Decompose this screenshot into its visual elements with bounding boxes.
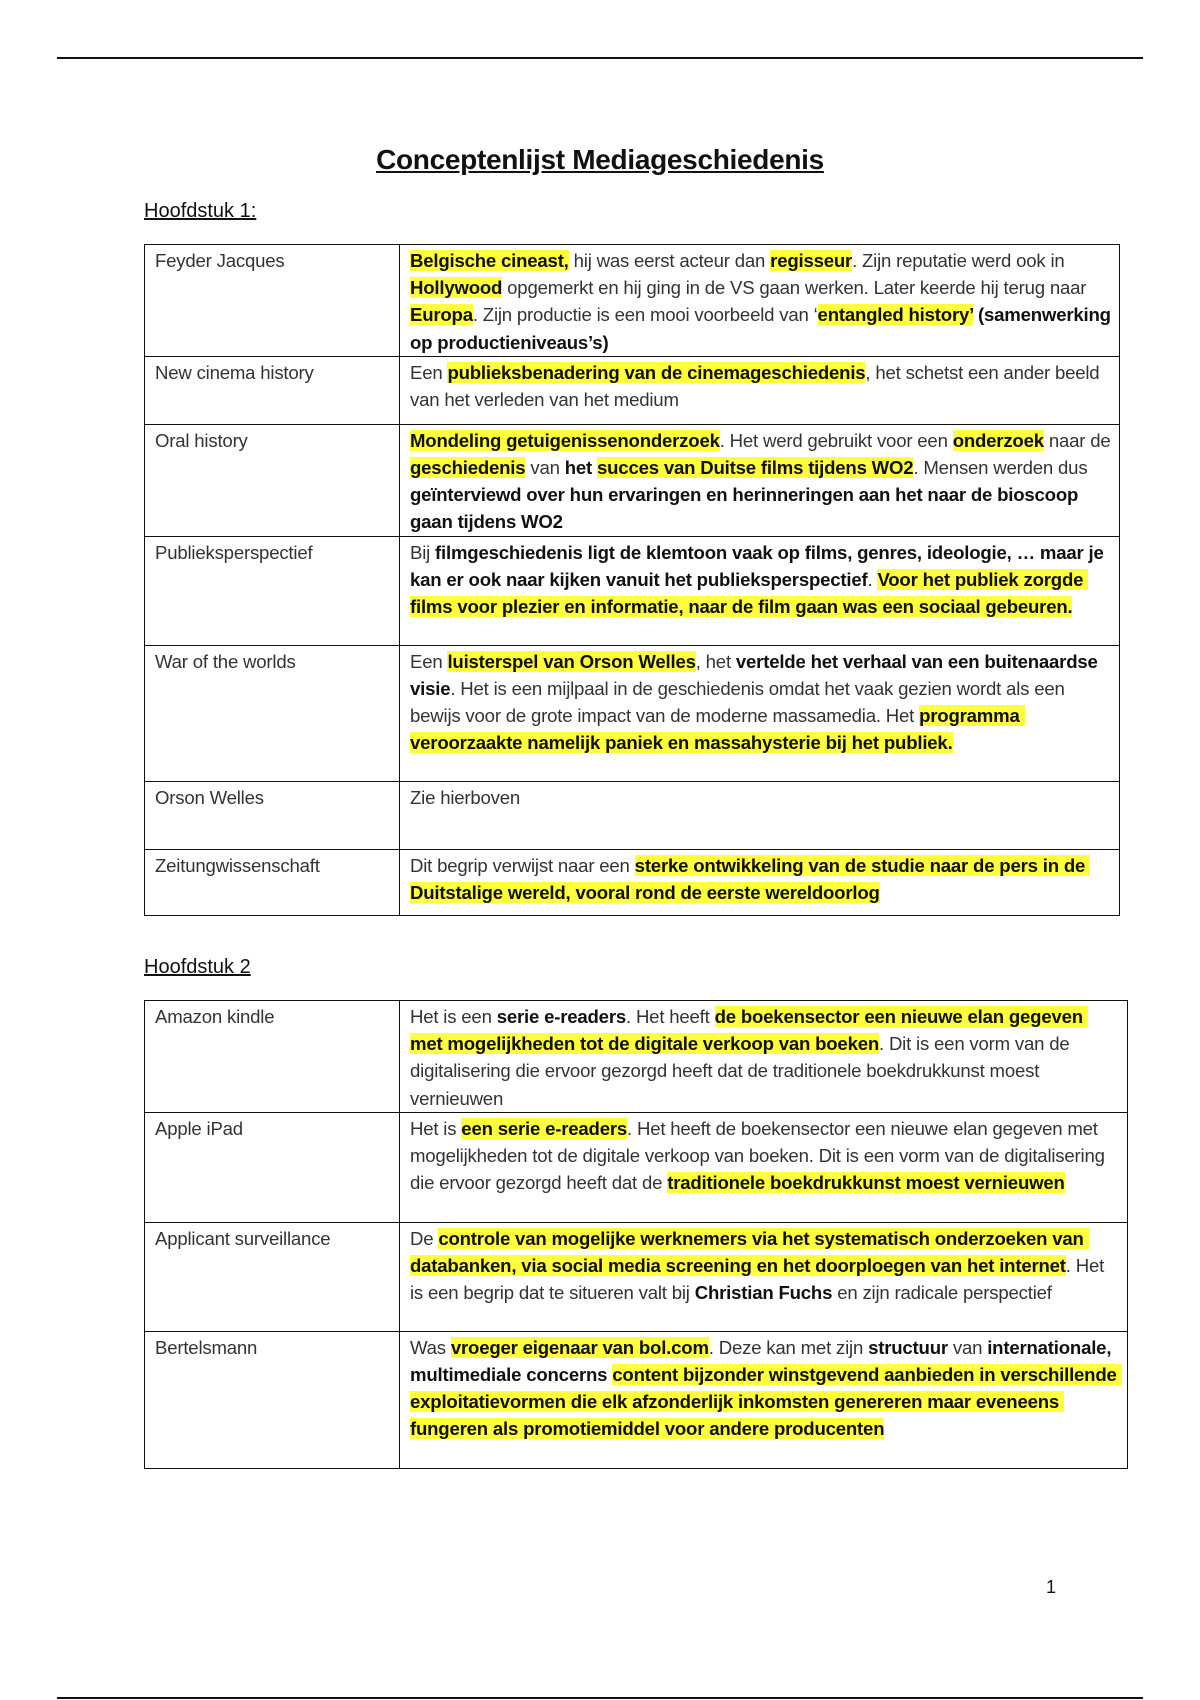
concept-term: War of the worlds <box>145 645 400 781</box>
concept-term: Zeitungwissenschaft <box>145 849 400 915</box>
top-rule <box>57 57 1143 59</box>
chapter-heading-2: Hoofdstuk 2 <box>144 956 251 978</box>
definition-text: , het schetst een ander beeld van het verleden van het medium <box>410 361 1105 411</box>
highlighted-text: een serie e-readers <box>461 1117 628 1139</box>
page-title: Conceptenlijst Mediageschiedenis <box>376 144 824 175</box>
bold-text: internationale, multimediale concerns <box>410 1336 1117 1386</box>
concept-definition <box>400 1222 1128 1331</box>
table-row <box>145 1001 1128 1113</box>
highlighted-text: Europa <box>410 304 473 326</box>
definition-text: . Deze kan met zijn <box>708 1336 869 1358</box>
highlighted-text: Mondeling getuigenissenonderzoek <box>410 429 720 451</box>
bold-text: (samenwerking op productieniveaus’s) <box>410 304 1116 353</box>
concept-term: Publieksperspectief <box>145 536 400 645</box>
definition-text: van <box>525 457 565 479</box>
definition-text: en zijn radicale perspectief <box>832 1282 1052 1304</box>
concept-definition <box>400 645 1120 781</box>
highlighted-text: entangled history’ <box>817 304 974 326</box>
definition-text: . Zijn reputatie werd ook in <box>852 250 1070 271</box>
concept-definition <box>400 424 1120 536</box>
page-number: 1 <box>1046 1577 1057 1597</box>
definition-text: . Het werd gebruikt voor een <box>719 429 953 451</box>
table-row <box>145 849 1120 915</box>
definition-text: . Het is een begrip dat te situeren valt bij <box>410 1255 1115 1304</box>
bold-text: filmgeschiedenis ligt de klemtoon vaak op films, genres, ideologie, … maar je kan er ook naar kijken vanuit het publieksperspectief <box>410 541 1109 590</box>
definition-text: De <box>410 1227 439 1249</box>
bold-text: serie e-readers <box>496 1006 627 1027</box>
table-row <box>145 781 1120 849</box>
definition-text: Het is een <box>410 1006 497 1027</box>
definition-text: . <box>867 568 878 590</box>
bold-text: geïnterviewd over hun ervaringen en herinneringen aan het naar de bioscoop gaan tijdens WO2 <box>410 484 1084 533</box>
table-row <box>145 1222 1128 1331</box>
highlighted-text: succes van Duitse films tijdens WO2 <box>597 457 914 479</box>
definition-text: Zie hierboven <box>410 786 521 808</box>
table-row <box>145 645 1120 781</box>
highlighted-text: controle van mogelijke werknemers via het systematisch onderzoeken van databanken, via social media screening en het doorploegen van het internet <box>410 1227 1089 1277</box>
highlighted-text: sterke ontwikkeling van de studie naar de pers in de Duitstalige wereld, vooral rond de eerste wereldoorlog <box>410 854 1091 903</box>
concept-term: Orson Welles <box>145 781 400 849</box>
definition-text: Een <box>410 650 448 672</box>
concept-definition <box>400 781 1120 849</box>
definition-text: Was <box>410 1336 451 1358</box>
concept-definition <box>400 356 1120 424</box>
definition-text: . Dit is een vorm van de digitalisering die ervoor gezorgd heeft dat de traditionele boekdrukkunst moest vernieuwen <box>410 1033 1075 1109</box>
table-row <box>145 245 1120 357</box>
highlighted-text: regisseur <box>770 250 853 271</box>
definition-text: . Het heeft <box>626 1006 715 1027</box>
highlighted-text: onderzoek <box>952 429 1044 451</box>
bottom-rule <box>57 1697 1143 1699</box>
bold-text: vertelde het verhaal van een buitenaardse visie <box>410 650 1103 699</box>
highlighted-text: luisterspel van Orson Welles <box>447 650 696 672</box>
concept-definition <box>400 1112 1128 1222</box>
highlighted-text: programma veroorzaakte namelijk paniek en massahysterie bij het publiek. <box>410 705 1025 754</box>
definition-text: Bij <box>410 541 436 563</box>
highlighted-text: content bijzonder winstgevend aanbieden in verschillende exploitatievormen die elk afzonderlijk inkomsten genereren maar eveneens fungeren als promotiemiddel voor andere producenten <box>410 1364 1122 1440</box>
concept-definition <box>400 1001 1128 1113</box>
concept-definition <box>400 849 1120 915</box>
definition-text: . Zijn productie is een mooi voorbeeld van ‘ <box>472 304 818 326</box>
concept-table-1 <box>144 244 1120 916</box>
definition-text: . Het is een mijlpaal in de geschiedenis omdat het vaak gezien wordt als een bewijs voor de grote impact van de moderne massamedia. Het <box>410 677 1070 727</box>
highlighted-text: Hollywood <box>410 277 503 299</box>
chapter-heading-1: Hoofdstuk 1: <box>144 200 257 222</box>
highlighted-text: publieksbenadering van de cinemageschiedenis <box>447 361 866 383</box>
definition-text: naar de <box>1043 429 1116 451</box>
concept-definition <box>400 245 1120 357</box>
table-row <box>145 1112 1128 1222</box>
highlighted-text: de boekensector een nieuwe elan gegeven met mogelijkheden tot de digitale verkoop van boeken <box>410 1006 1088 1055</box>
table-row <box>145 424 1120 536</box>
definition-text: Een <box>410 361 448 383</box>
table-row <box>145 1331 1128 1468</box>
definition-text: . Mensen werden dus <box>913 457 1093 479</box>
definition-text: opgemerkt en hij ging in de VS gaan werken. Later keerde hij terug naar <box>502 277 1092 299</box>
concept-table-2 <box>144 1000 1128 1469</box>
bold-text: structuur <box>868 1336 948 1358</box>
highlighted-text: Belgische cineast, <box>410 250 569 271</box>
concept-definition <box>400 536 1120 645</box>
bold-text: Christian Fuchs <box>694 1282 833 1304</box>
concept-term: New cinema history <box>145 356 400 424</box>
highlighted-text: vroeger eigenaar van bol.com <box>450 1336 709 1358</box>
highlighted-text: Voor het publiek zorgde films voor plezier en informatie, naar de film gaan was een sociaal gebeuren. <box>410 568 1089 618</box>
definition-text: . Het heeft de boekensector een nieuwe elan gegeven met mogelijkheden tot de digitale verkoop van boeken. Dit is een vorm van de digitalisering die ervoor gezorgd heeft dat de <box>410 1117 1110 1194</box>
concept-term: Bertelsmann <box>145 1331 400 1468</box>
concept-term: Apple iPad <box>145 1112 400 1222</box>
bold-text: het <box>564 457 593 479</box>
definition-text: hij was eerst acteur dan <box>568 250 771 271</box>
concept-term: Feyder Jacques <box>145 245 400 357</box>
concept-term: Oral history <box>145 424 400 536</box>
table-row <box>145 536 1120 645</box>
concept-definition <box>400 1331 1128 1468</box>
concept-term: Amazon kindle <box>145 1001 400 1113</box>
definition-text: Het is <box>410 1117 462 1139</box>
definition-text: , het <box>695 650 736 672</box>
table-row <box>145 356 1120 424</box>
highlighted-text: geschiedenis <box>410 457 526 479</box>
highlighted-text: traditionele boekdrukkunst moest vernieuwen <box>667 1172 1065 1194</box>
definition-text: van <box>947 1336 988 1358</box>
concept-term: Applicant surveillance <box>145 1222 400 1331</box>
definition-text: Dit begrip verwijst naar een <box>410 854 635 876</box>
